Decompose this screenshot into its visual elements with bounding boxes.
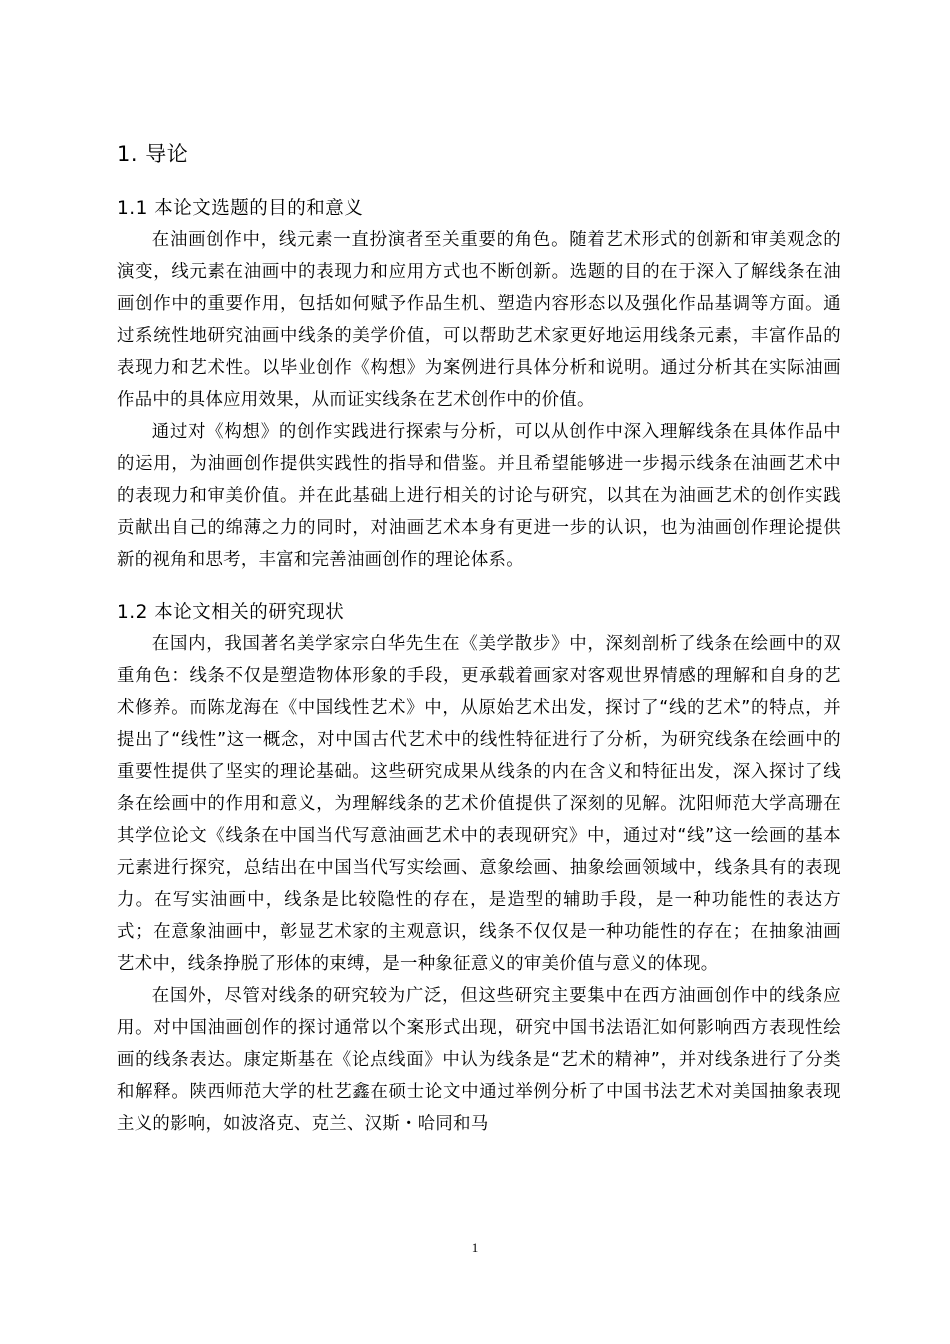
page-content — [117, 138, 841, 1140]
paragraph: 通过对《构想》的创作实践进行探索与分析，可以从创作中深入理解线条在具体作品中的运用，为油画创作提供实践性的指导和借鉴。并且希望能够进一步揭示线条在油画艺术中的表现力和审美价值。并在此基础上进行相关的讨论与研究，以其在为油画艺术的创作实践贡献出自己的绵薄之力的同时，对油画艺术本身有更进一步的认识，也为油画创作理论提供新的视角和思考，丰富和完善油画创作的理论体系。 — [117, 422, 841, 570]
page-number: 1 — [471, 1240, 479, 1255]
paragraph: 在国内，我国著名美学家宗白华先生在《美学散步》中，深刻剖析了线条在绘画中的双重角色：线条不仅是塑造物体形象的手段，更承载着画家对客观世界情感的理解和自身的艺术修养。而陈龙海在《中国线性艺术》中，从原始艺术出发，探讨了“线的艺术”的特点，并提出了“线性”这一概念，对中国古代艺术中的线性特征进行了分析，为研究线条在绘画中的重要性提供了坚实的理论基础。这些研究成果从线条的内在含义和特征出发，深入探讨了线条在绘画中的作用和意义，为理解线条的艺术价值提供了深刻的见解。沈阳师范大学高珊在其学位论文《线条在中国当代写意油画艺术中的表现研究》中，通过对“线”这一绘画的基本元素进行探究，总结出在中国当代写实绘画、意象绘画、抽象绘画领域中，线条具有的表现力。在写实油画中，线条是比较隐性的存在，是造型的辅助手段，是一种功能性的表达方式；在意象油画中，彰显艺术家的主观意识，线条不仅仅是一种功能性的存在；在抽象油画艺术中，线条挣脱了形体的束缚，是一种象征意义的审美价值与意义的体现。 — [117, 634, 841, 974]
paragraph: 在油画创作中，线元素一直扮演者至关重要的角色。随着艺术形式的创新和审美观念的演变，线元素在油画中的表现力和应用方式也不断创新。选题的目的在于深入了解线条在油画创作中的重要作用，包括如何赋予作品生机、塑造内容形态以及强化作品基调等方面。通过系统性地研究油画中线条的美学价值，可以帮助艺术家更好地运用线条元素，丰富作品的表现力和艺术性。以毕业创作《构想》为案例进行具体分析和说明。通过分析其在实际油画作品中的具体应用效果，从而证实线条在艺术创作中的价值。 — [117, 230, 841, 410]
section-title-1-2: 1.2 本论文相关的研究现状 — [117, 602, 345, 623]
section-title-1-1: 1.1 本论文选题的目的和意义 — [117, 198, 364, 219]
chapter-title: 1. 导论 — [117, 142, 189, 166]
paragraph: 在国外，尽管对线条的研究较为广泛，但这些研究主要集中在西方油画创作中的线条应用。对中国油画创作的探讨通常以个案形式出现，研究中国书法语汇如何影响西方表现性绘画的线条表达。康定斯基在《论点线面》中认为线条是“艺术的精神”，并对线条进行了分类和解释。陕西师范大学的杜艺鑫在硕士论文中通过举例分析了中国书法艺术对美国抽象表现主义的影响，如波洛克、克兰、汉斯・哈同和马 — [117, 986, 841, 1134]
